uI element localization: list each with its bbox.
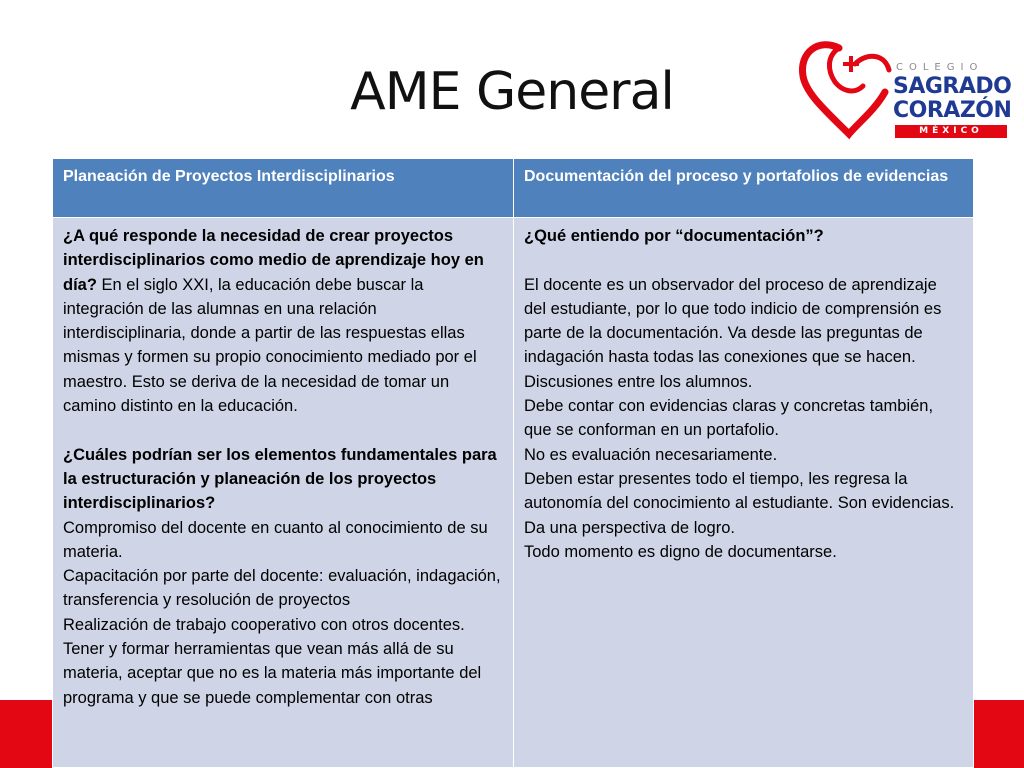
planeacion-line: Tener y formar herramientas que vean más allá de su materia, aceptar que no es la materia más importante del programa y que se puede complementar con otras <box>63 640 482 707</box>
documentacion-line: No es evaluación necesariamente. <box>524 445 778 464</box>
header-planeacion: Planeación de Proyectos Interdisciplinarios <box>53 159 514 218</box>
cell-documentacion <box>514 218 974 768</box>
logo-colegio: COLEGIO <box>896 62 984 73</box>
header-documentacion: Documentación del proceso y portafolios de evidencias <box>514 159 974 218</box>
planeacion-line: Realización de trabajo cooperativo con otros docentes. <box>63 615 465 634</box>
red-accent-bar-right <box>972 700 1024 768</box>
documentacion-line: Debe contar con evidencias claras y concretas también, que se conforman en un portafolio. <box>524 397 934 440</box>
logo-mexico: MÉXICO <box>895 125 1007 138</box>
logo-corazon: CORAZÓN <box>893 98 1012 123</box>
planeacion-question-2: ¿Cuáles podrían ser los elementos fundamentales para la estructuración y planeación de los proyectos interdisciplinarios? <box>63 445 497 513</box>
logo-sagrado: SAGRADO <box>893 74 1012 99</box>
planeacion-line: Compromiso del docente en cuanto al conocimiento de su materia. <box>63 518 488 561</box>
documentacion-line: Deben estar presentes todo el tiempo, les regresa la autonomía del conocimiento al estudiante. Son evidencias. <box>524 469 955 513</box>
planeacion-question-1: ¿A qué responde la necesidad de crear proyectos interdisciplinarios como medio de aprendizaje hoy en día? <box>63 227 484 294</box>
cell-planeacion <box>53 218 514 768</box>
documentacion-line: Todo momento es digno de documentarse. <box>524 542 837 561</box>
documentacion-question: ¿Qué entiendo por “documentación”? <box>524 227 824 245</box>
planeacion-paragraph-1 <box>63 224 503 418</box>
slide-title: AME General <box>350 62 674 122</box>
documentacion-line: El docente es un observador del proceso de aprendizaje del estudiante, por lo que todo indicio de comprensión es parte de la documentación. Va desde las preguntas de indagación hasta todas las conexiones que se hacen. Discusiones entre los alumnos. <box>524 275 942 391</box>
planeacion-line: Capacitación por parte del docente: evaluación, indagación, transferencia y resolución de proyectos <box>63 567 501 610</box>
content-table <box>52 158 974 768</box>
planeacion-answer-1: En el siglo XXI, la educación debe buscar la integración de las alumnas en una relación interdisciplinaria, donde a partir de las respuestas ellas mismas y formen su propio conocimiento mediado por el maestro. Esto se deriva de la necesidad de tomar un camino distinto en la educación. <box>63 275 477 416</box>
documentacion-line: Da una perspectiva de logro. <box>524 518 735 537</box>
red-accent-bar-left <box>0 700 52 768</box>
